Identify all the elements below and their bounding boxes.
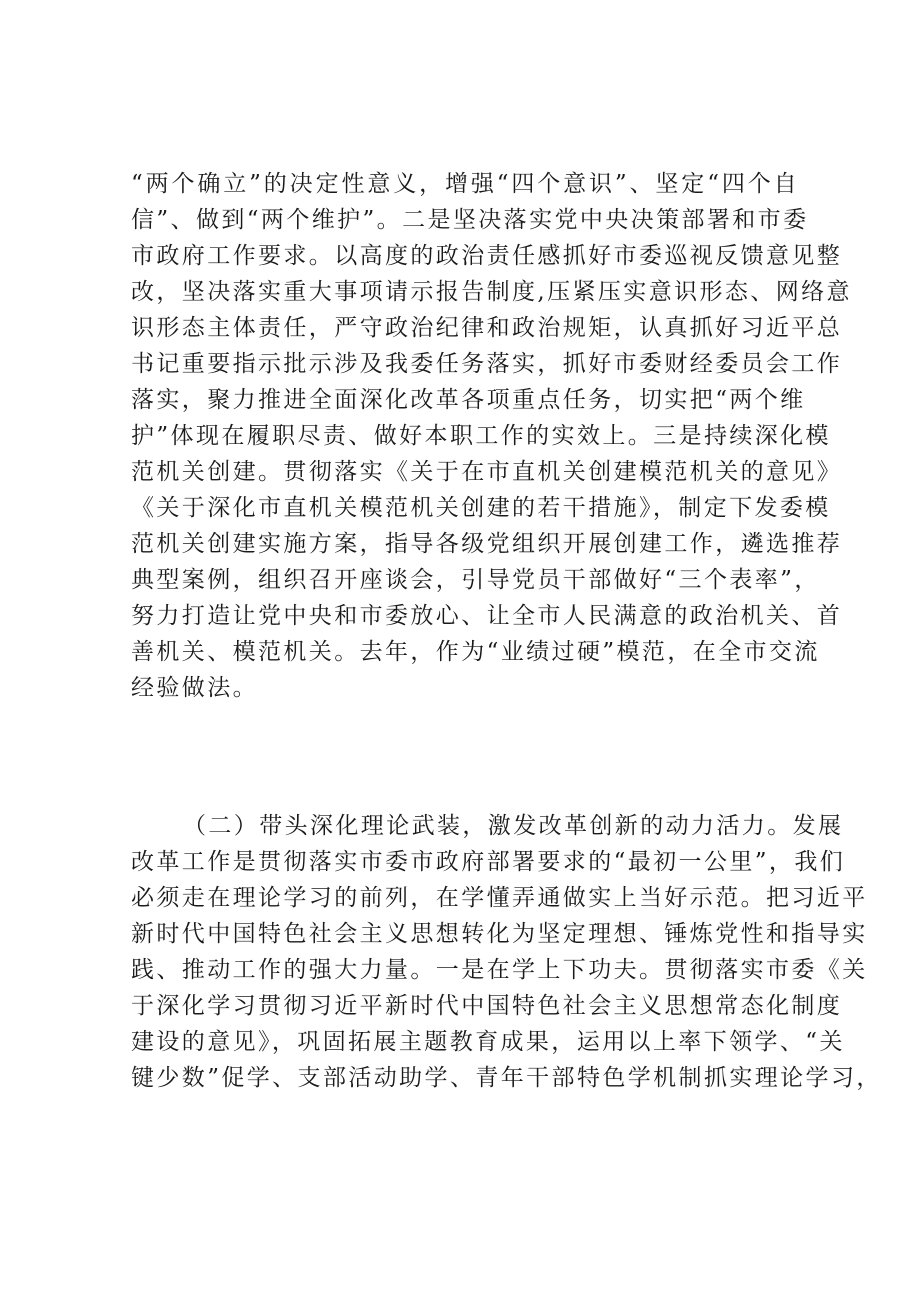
paragraph-1-line: 经验做法。 <box>131 675 258 701</box>
paragraph-1-line: 书记重要指示批示涉及我委任务落实，抓好市委财经委员会工作 <box>131 351 843 377</box>
paragraph-2-line: 于深化学习贯彻习近平新时代中国特色社会主义思想常态化制度 <box>131 993 843 1019</box>
paragraph-1-line: 《关于深化市直机关模范机关创建的若干措施》，制定下发委模 <box>131 495 831 521</box>
paragraph-2-line: 建设的意见》，巩固拓展主题教育成果，运用以上率下领学、“关 <box>131 1029 845 1055</box>
paragraph-2-heading-line: （二）带头深化理论武装，激发改革创新的动力活力。发展 <box>183 813 844 839</box>
paragraph-2 <box>131 808 882 1096</box>
paragraph-1-line: 市政府工作要求。以高度的政治责任感抓好市委巡视反馈意见整 <box>131 243 843 269</box>
paragraph-2-line: 践、推动工作的强大力量。一是在学上下功夫。贯彻落实市委《关 <box>131 957 868 983</box>
paragraph-2-line: 改革工作是贯彻落实市委市政府部署要求的“最初一公里”，我们 <box>131 849 846 875</box>
paragraph-1-line: 识形态主体责任，严守政治纪律和政治规矩，认真抓好习近平总 <box>131 315 843 341</box>
paragraph-1 <box>131 166 852 706</box>
paragraph-1-line: 善机关、模范机关。去年，作为“业绩过硬”模范，在全市交流 <box>131 639 820 665</box>
paragraph-1-line: 落实，聚力推进全面深化改革各项重点任务，切实把“两个维 <box>131 387 806 413</box>
paragraph-1-line: “两个确立”的决定性意义，增强“四个意识”、坚定“四个自 <box>131 171 799 197</box>
paragraph-1-line: 信”、做到“两个维护”。二是坚决落实党中央决策部署和市委 <box>131 207 809 233</box>
paragraph-2-line: 键少数”促学、支部活动助学、青年干部特色学机制抓实理论学习， <box>131 1065 882 1091</box>
paragraph-1-line: 范机关创建实施方案，指导各级党组织开展创建工作，遴选推荐 <box>131 531 843 557</box>
paragraph-1-line: 范机关创建。贯彻落实《关于在市直机关创建模范机关的意见》 <box>131 459 843 485</box>
paragraph-2-line: 新时代中国特色社会主义思想转化为坚定理想、锤炼党性和指导实 <box>131 921 868 947</box>
paragraph-2-line: 必须走在理论学习的前列，在学懂弄通做实上当好示范。把习近平 <box>131 885 868 911</box>
paragraph-1-line: 努力打造让党中央和市委放心、让全市人民满意的政治机关、首 <box>131 603 843 629</box>
paragraph-1-line: 改，坚决落实重大事项请示报告制度,压紧压实意识形态、网络意 <box>131 279 852 305</box>
paragraph-1-line: 护”体现在履职尽责、做好本职工作的实效上。三是持续深化模 <box>131 423 831 449</box>
paragraph-1-line: 典型案例，组织召开座谈会，引导党员干部做好“三个表率”， <box>131 567 820 593</box>
